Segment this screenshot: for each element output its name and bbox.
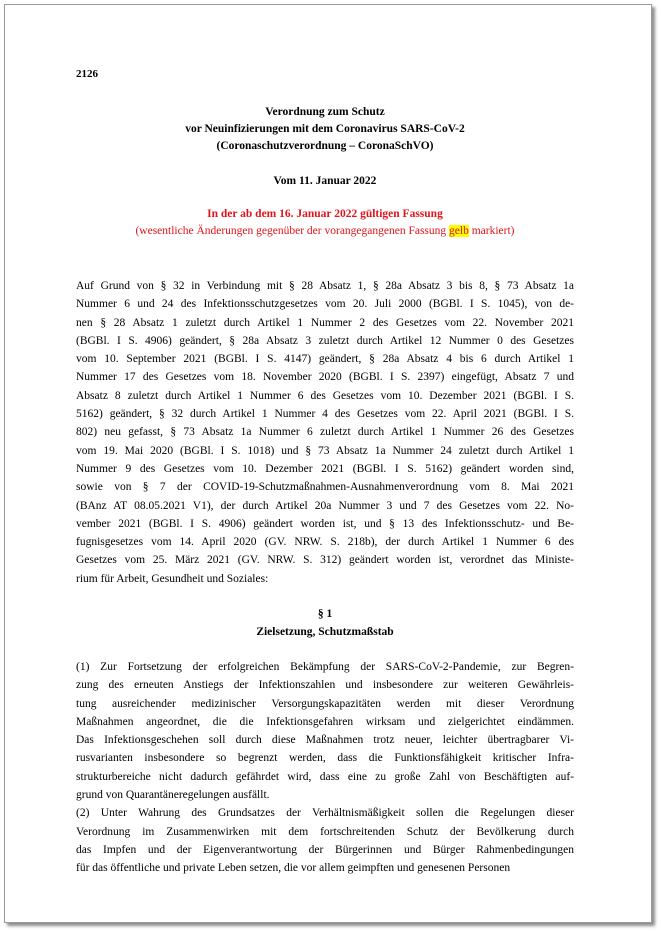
changes-note-after: markiert) [468, 225, 515, 237]
text-line: Nummer 9 des Gesetzes vom 10. Dezember 2021 (BGBl. I S. 5162) geändert worden sind, [76, 462, 574, 475]
text-line: Gesetzes vom 25. März 2021 (GV. NRW. S. 312) geändert worden ist, verordnet das Ministe- [76, 554, 574, 567]
text-line: vom 10. September 2021 (BGBl. I S. 4147) geändert, § 28a Absatz 4 bis 6 durch Artikel 1 [76, 353, 574, 366]
text-line: für das öffentliche und private Leben setzen, die vor allem geimpften und genesenen Personen [76, 862, 511, 875]
text-line: strukturbereiche nicht dadurch gefährdet wird, dass eine zu große Zahl von Beschäftigten auf- [76, 770, 574, 783]
preamble [76, 277, 574, 588]
section-heading [76, 605, 574, 641]
regulation-title [76, 104, 574, 155]
title-line: (Coronaschutzverordnung – CoronaSchVO) [216, 140, 434, 152]
section-title: Zielsetzung, Schutzmaßstab [256, 626, 394, 638]
text-line: (BGBl. I S. 4906) geändert, § 28a Absatz 3 zuletzt durch Artikel 12 Nummer 0 des Gesetzes [76, 334, 574, 347]
text-line: (BAnz AT 08.05.2021 V1), der durch Artikel 20a Nummer 3 und 7 des Gesetzes vom 22. No- [76, 499, 574, 512]
text-line: Verordnung im Zusammenwirken mit dem fortschreitenden Schutz der Bevölkerung durch [76, 825, 574, 838]
text-line: Auf Grund von § 32 in Verbindung mit § 28 Absatz 1, § 28a Absatz 3 bis 8, § 73 Absatz 1a [76, 280, 574, 292]
title-line: vor Neuinfizierungen mit dem Coronavirus SARS-CoV-2 [185, 123, 465, 135]
text-line: vom 19. Mai 2020 (BGBl. I S. 1018) und § 73 Absatz 1a Nummer 24 zuletzt durch Artikel 1 [76, 444, 574, 457]
text-line: das Impfen und der Eigenverantwortung der Bürgerinnen und Bürger Rahmenbedingungen [76, 843, 574, 856]
text-line: rium für Arbeit, Gesundheit und Soziales: [76, 572, 269, 585]
text-line: (2) Unter Wahrung des Grundsatzes der Verhältnismäßigkeit sollen die Regelungen dieser [76, 807, 574, 820]
regulation-date: Vom 11. Januar 2022 [273, 175, 377, 187]
text-line: Das Infektionsgeschehen soll durch diese Maßnahmen trotz neuer, leichter übertragbarer Vi- [76, 734, 574, 747]
text-line: vember 2021 (BGBl. I S. 4906) geändert worden ist, und § 13 des Infektionsschutz- und Be- [76, 517, 574, 530]
text-line: Maßnahmen angeordnet, die die Infektionsgefahren wirksam und zielgerichtet eindämmen. [76, 715, 574, 728]
text-line: tung ausreichender medizinischer Versorgungskapazitäten werden mit dieser Verordnung [76, 697, 574, 710]
text-line: rusvarianten insbesondere so begrenzt werden, dass die Funktionsfähigkeit kritischer Infra- [76, 752, 574, 765]
text-line: grund von Quarantäneregelungen ausfällt. [76, 789, 270, 802]
text-line: Nummer 17 des Gesetzes vom 18. November 2020 (BGBl. I S. 2397) eingefügt, Absatz 7 und [76, 371, 574, 384]
text-line: sowie von § 7 der COVID-19-Schutzmaßnahmen-Ausnahmenverordnung vom 8. Mai 2021 [76, 481, 574, 494]
section-number: § 1 [317, 608, 333, 620]
section-body [76, 658, 574, 878]
text-line: Absatz 8 zuletzt durch Artikel 1 Nummer 6 des Gesetzes vom 10. Dezember 2021 (BGBl. I S. [76, 389, 574, 402]
text-line: fugnisgesetzes vom 14. April 2020 (GV. NRW. S. 218b), der durch Artikel 1 Nummer 6 des [76, 536, 574, 549]
changes-note-before: (wesentliche Änderungen gegenüber der vorangegangenen Fassung [135, 225, 450, 237]
title-line: Verordnung zum Schutz [265, 106, 385, 118]
highlight-marker: gelb [449, 225, 469, 237]
changes-note [76, 225, 574, 237]
text-line: 5162) geändert, § 32 durch Artikel 1 Nummer 4 des Gesetzes vom 22. April 2021 (BGBl. I S. [76, 408, 574, 421]
text-line: zung des erneuten Anstiegs der Infektionszahlen und insbesondere zur weiteren Gewährleis- [76, 679, 574, 692]
version-note: In der ab dem 16. Januar 2022 gültigen Fassung [207, 208, 443, 220]
text-line: nen § 28 Absatz 1 zuletzt durch Artikel 1 Nummer 2 des Gesetzes vom 22. November 2021 [76, 316, 574, 329]
text-line: Nummer 6 und 24 des Infektionsschutzgesetzes vom 20. Juli 2000 (BGBl. I S. 1045), von de- [76, 298, 574, 311]
document-number: 2126 [76, 68, 98, 80]
text-line: (1) Zur Fortsetzung der erfolgreichen Bekämpfung der SARS-CoV-2-Pandemie, zur Begren- [76, 661, 574, 673]
text-line: 802) neu gefasst, § 73 Absatz 1a Nummer 6 zuletzt durch Artikel 1 Nummer 26 des Gesetzes [76, 426, 574, 439]
